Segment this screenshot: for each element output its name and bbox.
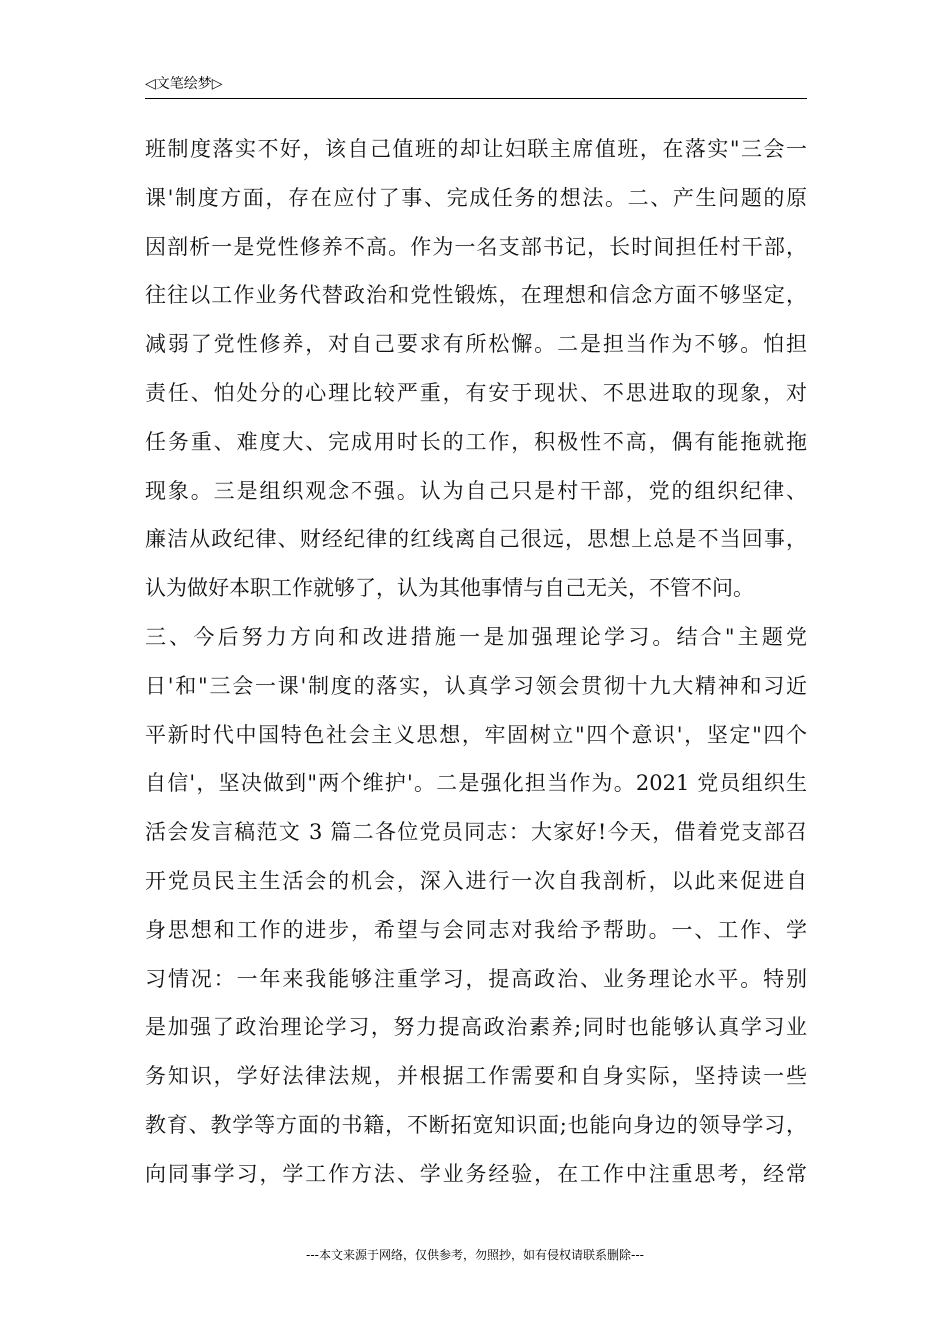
text-line: 廉洁从政纪律、财经纪律的红线离自己很远，思想上总是不当回事， xyxy=(145,527,807,552)
text-line: 班制度落实不好，该自己值班的却让妇联主席值班，在落实"三会一 xyxy=(145,137,807,161)
text-line: 向同事学习，学工作方法、学业务经验，在工作中注重思考，经常 xyxy=(145,1161,807,1186)
text-line: 日'和"三会一课'制度的落实，认真学习领会贯彻十九大精神和习近 xyxy=(145,673,807,698)
text-line: 是加强了政治理论学习，努力提高政治素养;同时也能够认真学习业 xyxy=(145,1015,807,1040)
body-text xyxy=(145,125,807,1199)
text-line: 平新时代中国特色社会主义思想，牢固树立"四个意识'，坚定"四个 xyxy=(145,722,807,747)
text-line: 课'制度方面，存在应付了事、完成任务的想法。二、产生问题的原 xyxy=(145,185,807,210)
text-line: 因剖析一是党性修养不高。作为一名支部书记，长时间担任村干部， xyxy=(145,234,807,259)
text-line: 教育、教学等方面的书籍，不断拓宽知识面;也能向身边的领导学习， xyxy=(145,1112,807,1137)
text-line: 身思想和工作的进步，希望与会同志对我给予帮助。一、工作、学 xyxy=(145,917,807,942)
text-line: 习情况：一年来我能够注重学习，提高政治、业务理论水平。特别 xyxy=(145,966,807,991)
text-line: 务知识，学好法律法规，并根据工作需要和自身实际，坚持读一些 xyxy=(145,1064,807,1089)
text-line: 减弱了党性修养，对自己要求有所松懈。二是担当作为不够。怕担 xyxy=(145,332,807,357)
text-line: 责任、怕处分的心理比较严重，有安于现状、不思进取的现象，对 xyxy=(145,380,807,405)
page-footer xyxy=(0,1247,950,1263)
text-line: 认为做好本职工作就够了，认为其他事情与自己无关，不管不问。 xyxy=(145,576,754,601)
text-line: 活会发言稿范文 3 篇二各位党员同志：大家好!今天，借着党支部召 xyxy=(145,820,807,845)
page-header xyxy=(145,74,807,99)
footer-disclaimer: ---本文来源于网络，仅供参考，勿照抄，如有侵权请联系删除--- xyxy=(306,1248,644,1262)
text-line: 三、今后努力方向和改进措施一是加强理论学习。结合"主题党 xyxy=(145,624,807,649)
header-title: ◁文笔绘梦▷ xyxy=(145,76,223,92)
text-line: 自信'，坚决做到"两个维护'。二是强化担当作为。2021 党员组织生 xyxy=(145,771,807,796)
text-line: 任务重、难度大、完成用时长的工作，积极性不高，偶有能拖就拖 xyxy=(145,429,807,454)
text-line: 开党员民主生活会的机会，深入进行一次自我剖析，以此来促进自 xyxy=(145,868,807,893)
text-line: 往往以工作业务代替政治和党性锻炼，在理想和信念方面不够坚定， xyxy=(145,283,807,308)
text-line: 现象。三是组织观念不强。认为自己只是村干部，党的组织纪律、 xyxy=(145,478,807,503)
